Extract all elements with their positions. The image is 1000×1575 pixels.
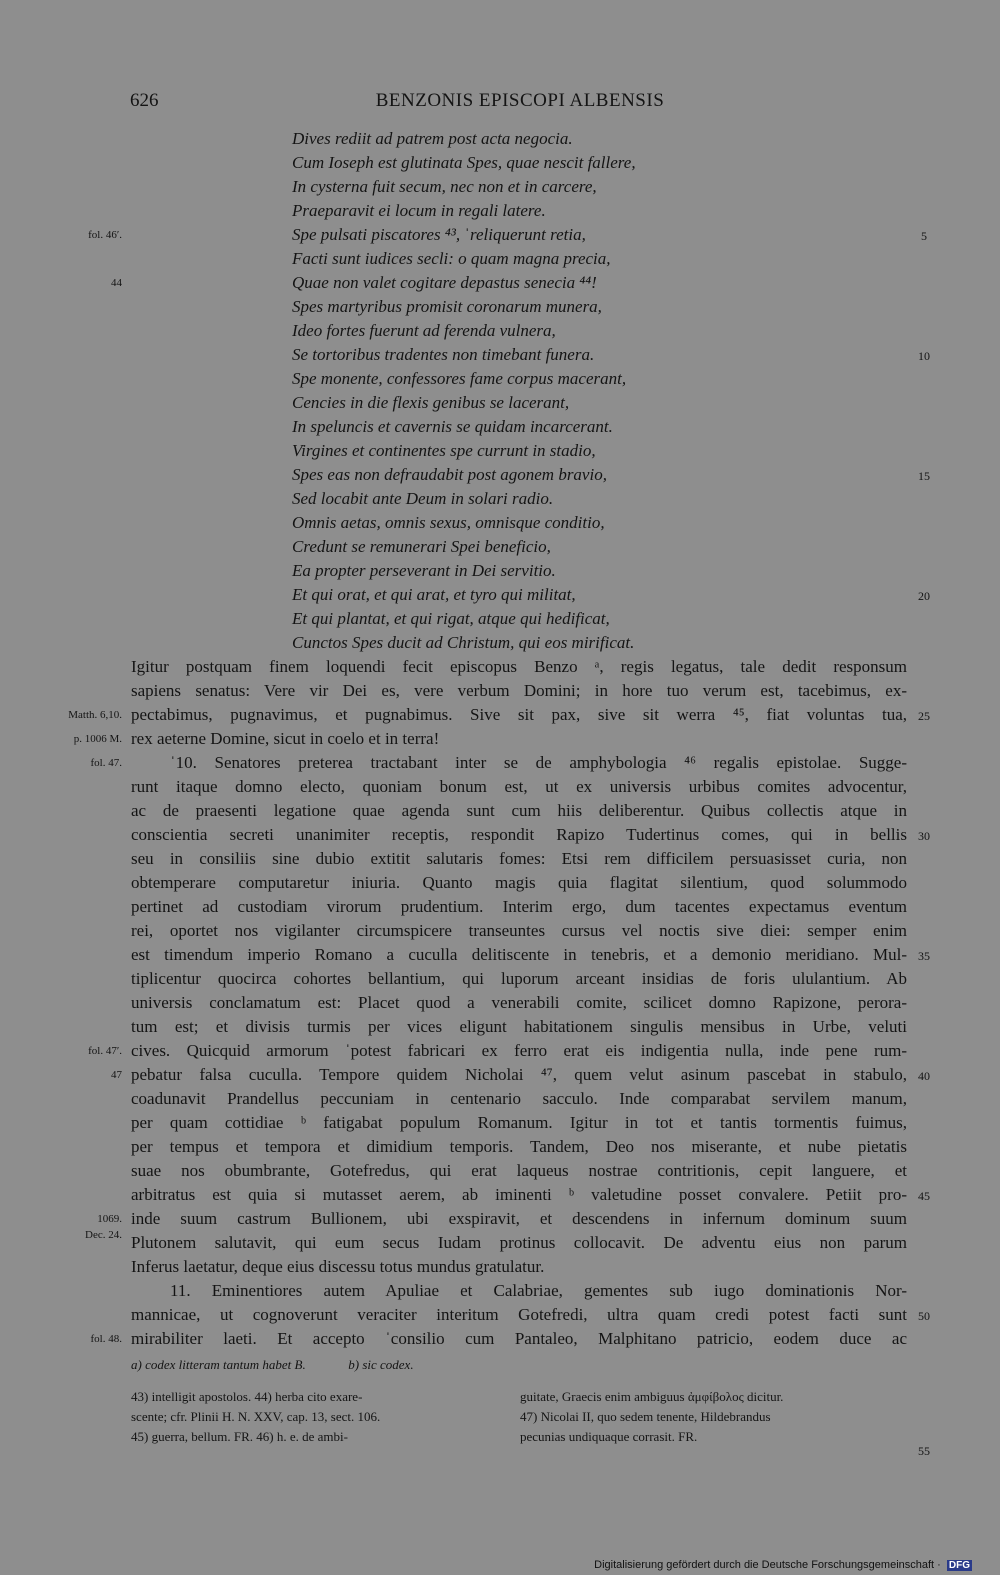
verse-line: Spe monente, confessores fame corpus macerant, (292, 369, 627, 388)
margin-note: fol. 47ʹ. (88, 1045, 122, 1057)
verse-line: Praeparavit ei locum in regali latere. (292, 201, 546, 220)
verse-line: Quae non valet cogitare depastus senecia ⁴⁴! (292, 273, 597, 292)
prose-line: ac de praesenti legatione quae agenda sunt cum hiis deliberentur. Quibus collectis atque in (131, 801, 907, 820)
line-number: 30 (918, 829, 930, 843)
verse-line: Omnis aetas, omnis sexus, omnisque conditio, (292, 513, 605, 532)
prose-line: mannicae, ut cognoverunt veraciter interitum Gotefredi, ultra quam credi potest facti sunt (131, 1305, 907, 1324)
footnote-line: 45) guerra, bellum. FR. 46) h. e. de ambi- (131, 1429, 348, 1444)
margin-note: p. 1006 M. (73, 733, 122, 745)
prose-line: pectabimus, pugnavimus, et pugnabimus. Sive sit pax, sive sit werra ⁴⁵, fiat voluntas tua, (131, 705, 907, 724)
verse-line: Spes martyribus promisit coronarum munera, (292, 297, 602, 316)
prose-line: Igitur postquam finem loquendi fecit episcopus Benzo ᵃ, regis legatus, tale dedit responsum (131, 657, 907, 676)
dfg-logo-icon: DFG (948, 1560, 970, 1571)
prose-line: suae nos obumbrante, Gotefredus, qui erat laqueus nostrae contritionis, cepit languere, et (131, 1161, 907, 1180)
margin-note: Matth. 6,10. (68, 709, 122, 721)
line-number: 35 (918, 949, 930, 963)
prose-line: pertinet ad custodiam virorum prudentium. Interim ergo, dum tacentes expectamus eventum (131, 897, 907, 916)
prose-line: est timendum imperio Romano a cuculla delitiscente in tenebris, et a demonio meridiano. Mul- (131, 945, 907, 964)
prose-line: conscientia secreti unanimiter receptis, respondit Rapizo Tudertinus comes, qui in bellis (131, 825, 907, 844)
line-number: 50 (918, 1309, 930, 1323)
prose-line: coadunavit Prandellus peccuniam in centenario sacculo. Inde comparabat servilem manum, (131, 1089, 907, 1108)
page-number: 626 (130, 90, 159, 111)
prose-line: universis conclamatum est: Placet quod a venerabili comite, scilicet domno Rapizone, perora- (131, 993, 907, 1012)
prose-line: inde suum castrum Bullionem, ubi exspiravit, et descendens in infernum dominum suum (131, 1209, 907, 1228)
verse-line: Spes eas non defraudabit post agonem bravio, (292, 465, 607, 484)
verse-line: Ideo fortes fuerunt ad ferenda vulnera, (292, 321, 556, 340)
verse-line: Et qui orat, et qui arat, et tyro qui militat, (292, 585, 576, 604)
verse-line: Ea propter perseverant in Dei servitio. (292, 561, 556, 580)
verse-line: In speluncis et cavernis se quidam incarcerant. (292, 417, 613, 436)
prose-line: per tempus et tempora et dimidium temporis. Tandem, Deo nos miserante, et nube pietatis (131, 1137, 907, 1156)
prose-line: 11. Eminentiores autem Apuliae et Calabriae, gementes sub iugo dominationis Nor- (170, 1281, 907, 1300)
line-number: 55 (918, 1444, 930, 1458)
footnotes-column-2 (520, 1387, 910, 1447)
line-number: 15 (918, 469, 930, 483)
credit-text: Digitalisierung gefördert durch die Deutsche Forschungsgemeinschaft · (594, 1559, 941, 1571)
verse-line: Credunt se remunerari Spei beneficio, (292, 537, 551, 556)
prose-line: pebatur falsa cuculla. Tempore quidem Nicholai ⁴⁷, quem velut asinum pascebat in stabulo, (131, 1065, 907, 1084)
prose-line: Inferus laetatur, deque eius discessu totus mundus gratulatur. (131, 1257, 545, 1276)
footnote-b: b) sic codex. (348, 1357, 414, 1372)
running-title: BENZONIS EPISCOPI ALBENSIS (375, 90, 665, 111)
prose-line: rex aeterne Domine, sicut in coelo et in terra! (131, 729, 440, 748)
verse-line: Spe pulsati piscatores ⁴³, ˈreliquerunt retia, (292, 225, 586, 244)
page-header (130, 90, 910, 114)
prose-line: cives. Quicquid armorum ˈpotest fabricari ex ferro erat eis indigentia nulla, inde pene rum- (131, 1041, 907, 1060)
line-number: 10 (918, 349, 930, 363)
digitization-credit (594, 1559, 972, 1571)
prose-line: obtemperare computaretur iniuria. Quanto magis quia flagitat silentium, quod solummodo (131, 873, 907, 892)
footnotes-column-1 (131, 1387, 511, 1447)
footnote-line: 43) intelligit apostolos. 44) herba cito exare- (131, 1389, 363, 1404)
verse-line: Sed locabit ante Deum in solari radio. (292, 489, 554, 508)
prose-line: seu in consiliis sine dubio extitit salutaris fomes: Etsi rem difficilem persuasisset curia, non (131, 849, 907, 868)
margin-note: fol. 47. (90, 757, 122, 769)
line-number: 20 (918, 589, 930, 603)
verse-line: In cysterna fuit secum, nec non et in carcere, (292, 177, 597, 196)
footnote-letters (131, 1357, 414, 1373)
verse-line: Cencies in die flexis genibus se lacerant, (292, 393, 570, 412)
prose-line: mirabiliter laeti. Et accepto ˈconsilio cum Pantaleo, Malphitano patricio, eodem duce ac (131, 1329, 907, 1348)
margin-note: 44 (111, 277, 122, 289)
prose-line: rei, oportet nos vigilanter circumspicere transeuntes cursus vel noctis sive diei: semper enim (131, 921, 907, 940)
margin-note: 47 (111, 1069, 122, 1081)
footnote-line: 47) Nicolai II, quo sedem tenente, Hildebrandus (520, 1409, 771, 1424)
line-number: 40 (918, 1069, 930, 1083)
prose-line: arbitratus est quia si mutasset aerem, ab iminenti ᵇ valetudine posset convalere. Petiit pro- (131, 1185, 907, 1204)
verse-line: Dives rediit ad patrem post acta negocia. (292, 129, 573, 148)
footnote-line: guitate, Graecis enim ambiguus ἀμφίβολος dicitur. (520, 1389, 784, 1404)
prose-line: per quam cottidiae ᵇ fatigabat populum Romanum. Igitur in tot et tantis tormentis fuimus, (131, 1113, 907, 1132)
verse-line: Cum Ioseph est glutinata Spes, quae nescit fallere, (292, 153, 636, 172)
prose-line: tiplicentur quocirca cohortes bellantium, qui luporum arceant insidias de foris ululantium. Ab (131, 969, 907, 988)
verse-line: Cunctos Spes ducit ad Christum, qui eos mirificat. (292, 633, 635, 652)
footnote-a: a) codex litteram tantum habet B. (131, 1357, 306, 1372)
margin-note: Dec. 24. (85, 1229, 122, 1241)
footnote-line: pecunias undiquaque corrasit. FR. (520, 1429, 698, 1444)
footnote-line: scente; cfr. Plinii H. N. XXV, cap. 13, sect. 106. (131, 1409, 381, 1424)
line-number: 25 (918, 709, 930, 723)
margin-note: fol. 48. (90, 1333, 122, 1345)
margin-note: fol. 46ʹ. (88, 229, 122, 241)
margin-note: 1069. (97, 1213, 122, 1225)
verse-line: Facti sunt iudices secli: o quam magna precia, (292, 249, 611, 268)
verse-line: Et qui plantat, et qui rigat, atque qui hedificat, (292, 609, 610, 628)
verse-line: Virgines et continentes spe currunt in stadio, (292, 441, 596, 460)
prose-line: ˈ10. Senatores preterea tractabant inter se de amphybologia ⁴⁶ regalis epistolae. Sugge- (170, 753, 907, 772)
verse-line: Se tortoribus tradentes non timebant funera. (292, 345, 595, 364)
prose-line: tum est; et divisis turmis per vices eligunt habitationem singulis mensibus in Urbe, veluti (131, 1017, 907, 1036)
prose-line: sapiens senatus: Vere vir Dei es, vere verbum Domini; in hore tuo verum est, tacebimus, ex- (131, 681, 907, 700)
line-number: 5 (921, 229, 927, 243)
prose-line: runt itaque domno electo, quoniam bonum est, ut ex universis urbibus comites advocentur, (131, 777, 907, 796)
line-number: 45 (918, 1189, 930, 1203)
prose-line: Plutonem salutavit, qui eum secus Iudam protinus collocavit. De adventu eius non parum (131, 1233, 907, 1252)
